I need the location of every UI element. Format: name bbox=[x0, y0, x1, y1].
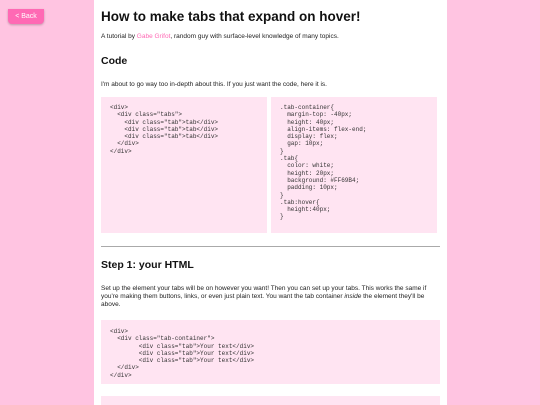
step1-text-before: Set up the element your tabs will be on however you want! Then you can set up your tabs. This works the same if you're making them buttons, links, or even just plain text. You want the tab container bbox=[101, 285, 427, 300]
step1-text-after: the element they'll be above. bbox=[101, 293, 425, 308]
author-link[interactable]: Gabe Grifot bbox=[136, 33, 171, 40]
step1-code-block: <div> <div class="tab-container"> <div class="tab">Your text</div> <div class="tab">Your text</div> <div class="tab">Your text</div> </div> </div> bbox=[101, 320, 440, 384]
next-code-block bbox=[101, 396, 440, 405]
html-code-block: <div> <div class="tabs"> <div class="tab">tab</div> <div class="tab">tab</div> <div class="tab">tab</div> </div> </div> bbox=[101, 97, 267, 233]
back-button[interactable]: < Back bbox=[8, 9, 44, 24]
article bbox=[94, 0, 447, 405]
css-code-block: .tab-container{ margin-top: -40px; height: 40px; align-items: flex-end; display: flex; gap: 10px; } .tab{ color: white; height: 20px; background: #FF69B4; padding: 10px; } .tab:hover{ height:40px; } bbox=[271, 97, 437, 233]
section-heading-code: Code bbox=[101, 55, 128, 67]
section-heading-step1: Step 1: your HTML bbox=[101, 259, 194, 271]
code-intro-text: I'm about to go way too in-depth about this. If you just want the code, here it is. bbox=[101, 81, 327, 88]
section-divider bbox=[101, 246, 440, 247]
byline bbox=[101, 33, 440, 41]
byline-prefix: A tutorial by bbox=[101, 33, 137, 40]
step1-text-emphasis: inside bbox=[344, 293, 362, 300]
code-snippets bbox=[101, 97, 440, 233]
page-title: How to make tabs that expand on hover! bbox=[101, 9, 361, 24]
byline-suffix: , random guy with surface-level knowledge of many topics. bbox=[170, 33, 339, 40]
step1-text bbox=[101, 285, 440, 309]
